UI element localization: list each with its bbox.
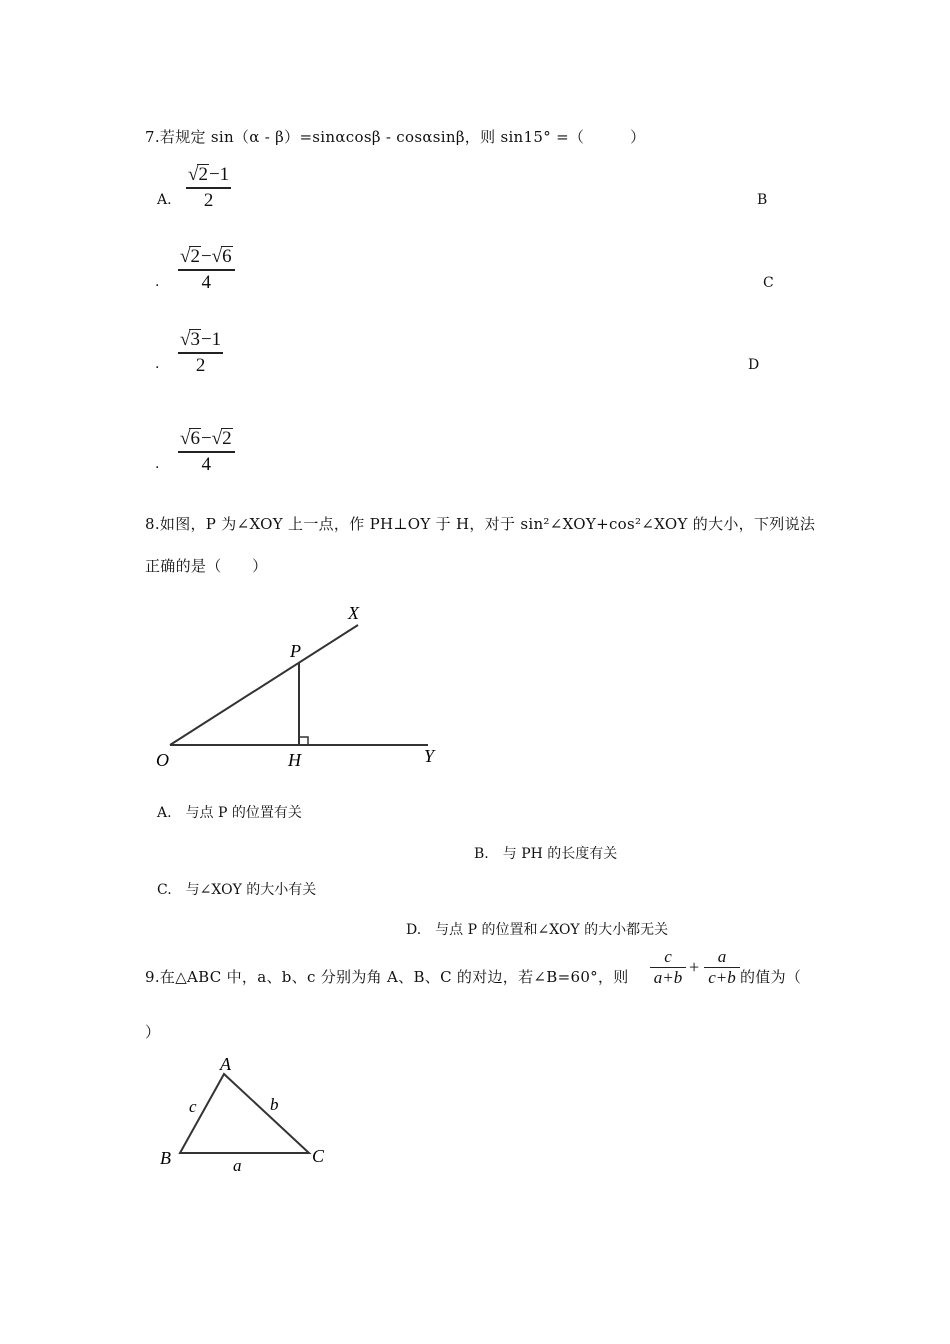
q7-a-den: 2 (203, 190, 214, 211)
q9-triangle-figure (155, 1050, 335, 1180)
q7-a-num-rest: −1 (208, 164, 230, 185)
q8-angle-figure (150, 598, 450, 774)
label-vertex-c: C (312, 1146, 325, 1166)
q7-option-c-lead: . (155, 356, 160, 372)
ray-ox (170, 625, 358, 745)
q9-plus-sign: + (689, 957, 700, 977)
q7-option-b-lead: . (155, 274, 160, 290)
label-vertex-a: A (220, 1054, 231, 1074)
q9-stem-before: 9.在△ABC 中，a、b、c 分别为角 A、B、C 的对边，若∠B=60°，则 (145, 968, 629, 986)
q8-stem-line1: 8.如图，P 为∠XOY 上一点，作 PH⊥OY 于 H，对于 sin²∠XOY+cos²∠XOY 的大小，下列说法 (145, 515, 816, 533)
label-side-b: b (270, 1095, 279, 1114)
label-o: O (156, 750, 169, 770)
label-side-a: a (233, 1156, 242, 1175)
q7-option-b-fraction: √2−√6 4 (178, 246, 235, 292)
triangle-abc (180, 1074, 309, 1153)
q8-option-d: D. 与点 P 的位置和∠XOY 的大小都无关 (406, 922, 669, 938)
q7-d-den: 4 (201, 454, 212, 475)
q7-option-c-label: C (763, 275, 774, 291)
label-x: X (348, 603, 359, 623)
label-side-c: c (189, 1097, 197, 1116)
q7-option-a-fraction: √2−1 2 (188, 164, 230, 211)
label-h: H (288, 750, 301, 770)
label-p: P (290, 641, 301, 661)
q7-option-b-label: B (757, 192, 768, 208)
q7-option-d-fraction: √6−√2 4 (178, 428, 235, 474)
right-angle-mark (299, 737, 308, 745)
label-y: Y (424, 746, 435, 766)
q7-option-d-lead: . (155, 456, 160, 472)
q7-option-d-label: D (748, 357, 760, 373)
q7-option-c-fraction: √3−1 2 (180, 329, 222, 376)
q8-option-c: C. 与∠XOY 的大小有关 (157, 882, 317, 898)
q9-frac2-num: a (717, 947, 727, 966)
q9-frac1-num: c (664, 947, 672, 966)
q8-stem-line2: 正确的是（ ） (145, 557, 268, 575)
label-vertex-b: B (160, 1148, 171, 1168)
q9-frac2-den: c+b (708, 968, 736, 987)
q7-c-den: 2 (195, 355, 206, 376)
q9-stem-after: 的值为（ (740, 968, 802, 986)
q7-b-den: 4 (201, 272, 212, 293)
q7-stem: 7.若规定 sin（α - β）=sinαcosβ - cosαsinβ，则 sin15° =（ ） (145, 128, 646, 146)
q9-stem-line2: ） (145, 1023, 161, 1041)
q9-fraction-c-over-a-plus-b (650, 948, 686, 986)
q7-option-a-label: A. (157, 192, 172, 208)
q7-a-num-radicand: 2 (198, 164, 208, 185)
q9-fraction-a-over-c-plus-b (704, 948, 740, 986)
q8-option-a: A. 与点 P 的位置有关 (157, 805, 302, 821)
q8-option-b: B. 与 PH 的长度有关 (474, 846, 618, 862)
q9-frac1-den: a+b (653, 968, 683, 987)
